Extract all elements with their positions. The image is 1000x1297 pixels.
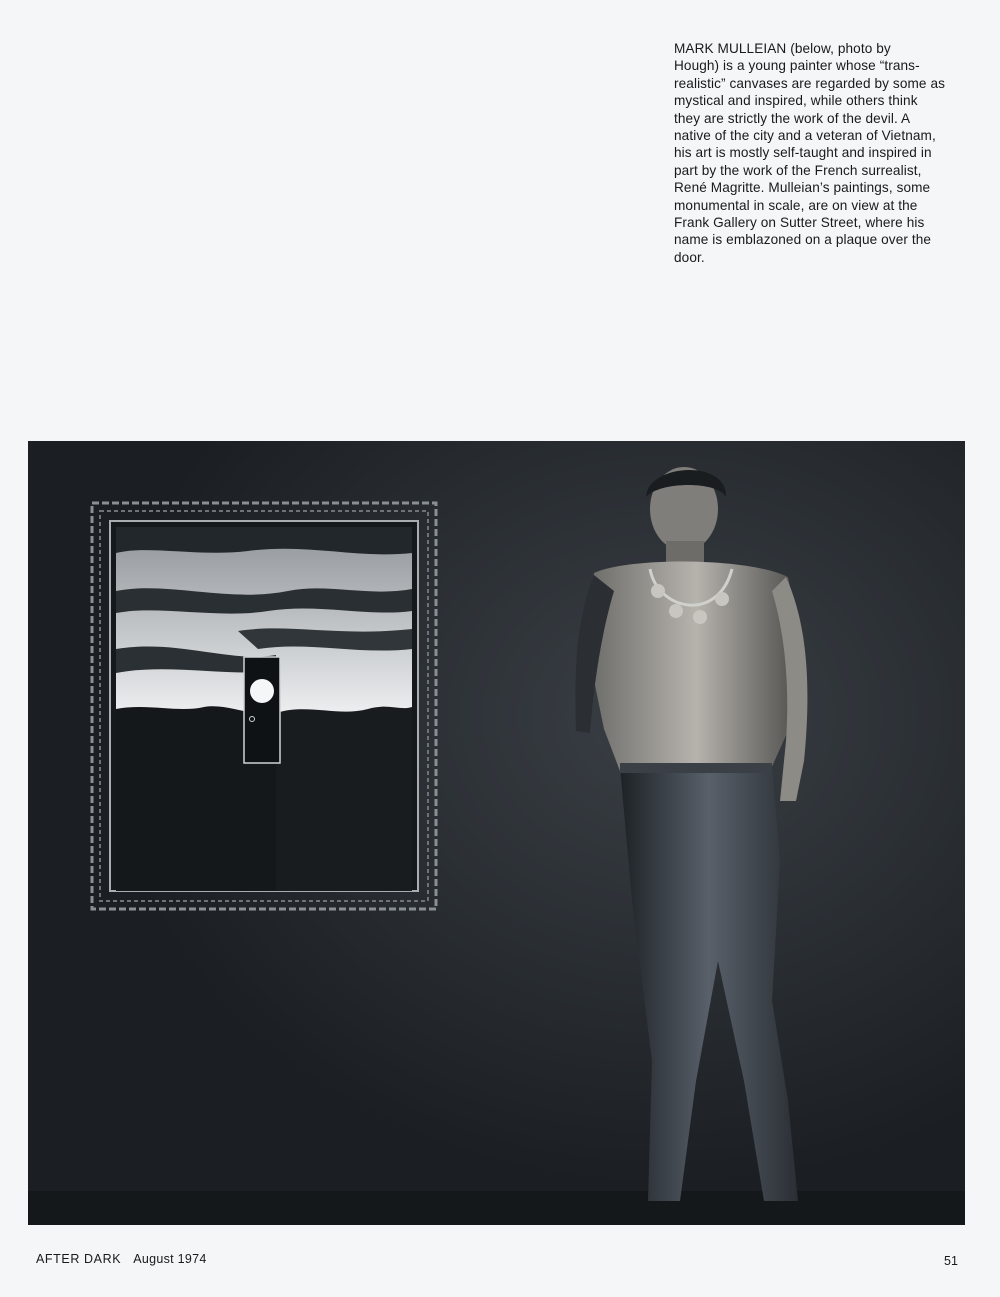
magazine-title: AFTER DARK bbox=[36, 1252, 122, 1266]
framed-painting bbox=[92, 503, 436, 909]
page-number: 51 bbox=[944, 1254, 958, 1268]
issue-date: August 1974 bbox=[133, 1252, 207, 1266]
page-footer bbox=[36, 1252, 207, 1266]
article-caption: MARK MULLEIAN (below, photo by Hough) is a young painter whose “trans- realistic” canvases are regarded by some as mystical and inspired, while others think they are strictly the work of the devil. A native of the city and a veteran of Vietnam, his art is mostly self-taught and inspired in part by the work of the French surrealist, René Magritte. Mulleian’s paintings, some monumental in scale, are on view at the Frank Gallery on Sutter Street, where his name is emblazoned on a plaque over the door. bbox=[674, 41, 946, 265]
photograph bbox=[28, 441, 965, 1225]
